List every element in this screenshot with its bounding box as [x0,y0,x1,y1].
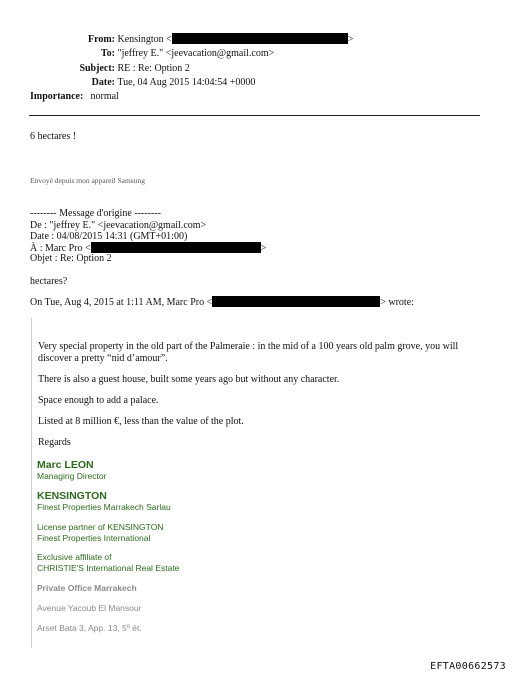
quoted-regards: Regards [38,437,71,448]
importance-label: Importance: [30,91,84,102]
to-label: To: [100,48,115,59]
quoted-paragraph-4: Listed at 8 million €, less than the value of the plot. [38,416,244,427]
wrote-prefix: On Tue, Aug 4, 2015 at 1:11 AM, Marc Pro < [30,297,213,308]
license-line-2: Finest Properties International [37,533,151,543]
company-name: KENSINGTON [37,490,107,502]
quote-bar [31,318,32,648]
date-value: Tue, 04 Aug 2015 14:04:54 +0000 [117,77,256,88]
header-subject-row [30,63,190,74]
original-date: Date : 04/08/2015 14:31 (GMT+01:00) [30,231,188,242]
office-name: Private Office Marrakech [37,583,137,593]
quoted-paragraph-1b: discover a pretty “nid d’amour”. [38,353,168,364]
from-label: From: [87,34,115,45]
device-signature: Envoyé depuis mon appareil Samsung [30,176,145,185]
header-from-row [30,33,353,45]
wrote-tail: > wrote: [380,297,414,308]
reply-text: 6 hectares ! [30,131,77,142]
header-importance-row [30,91,119,102]
original-separator: -------- Message d'origine -------- [30,208,161,219]
signature-title: Managing Director [37,471,107,481]
redaction-bar [212,296,380,307]
wrote-line [30,296,414,308]
importance-value: normal [90,91,119,102]
original-to: À : Marc Pro < [30,243,91,254]
header-date-row [30,77,255,88]
address-line-1: Avenue Yacoub El Mansour [37,603,142,613]
license-line-1: License partner of KENSINGTON [37,522,164,532]
signature-name: Marc LEON [37,459,94,471]
company-subtitle: Finest Properties Marrakech Sarlau [37,502,171,512]
header-to-row [30,48,274,59]
redaction-bar [172,33,348,44]
from-value: Kensington < [117,34,172,45]
header-divider [29,115,480,116]
to-value: "jeffrey E." <jeevacation@gmail.com> [117,48,275,59]
quoted-paragraph-2: There is also a guest house, built some years ago but without any character. [38,374,340,385]
quoted-paragraph-3: Space enough to add a palace. [38,395,159,406]
redaction-bar [91,242,261,253]
affiliate-line-1: Exclusive affiliate of [37,552,112,562]
original-from: De : "jeffrey E." <jeevacation@gmail.com> [30,220,207,231]
original-subject: Objet : Re: Option 2 [30,253,112,264]
original-to-tail: > [260,243,267,254]
affiliate-line-2: CHRISTIE'S International Real Estate [37,563,180,573]
reply-question: hectares? [30,276,68,287]
document-id: EFTA00662573 [430,661,506,672]
date-label: Date: [91,77,115,88]
from-tail: > [347,34,354,45]
subject-value: RE : Re: Option 2 [117,63,190,74]
subject-label: Subject: [79,63,115,74]
address-line-2: Arset Bata 3, App. 13, 5º ét. [37,623,142,633]
quoted-paragraph-1a: Very special property in the old part of the Palmeraie : in the mid of a 100 years old palm grove, you will [38,341,459,352]
